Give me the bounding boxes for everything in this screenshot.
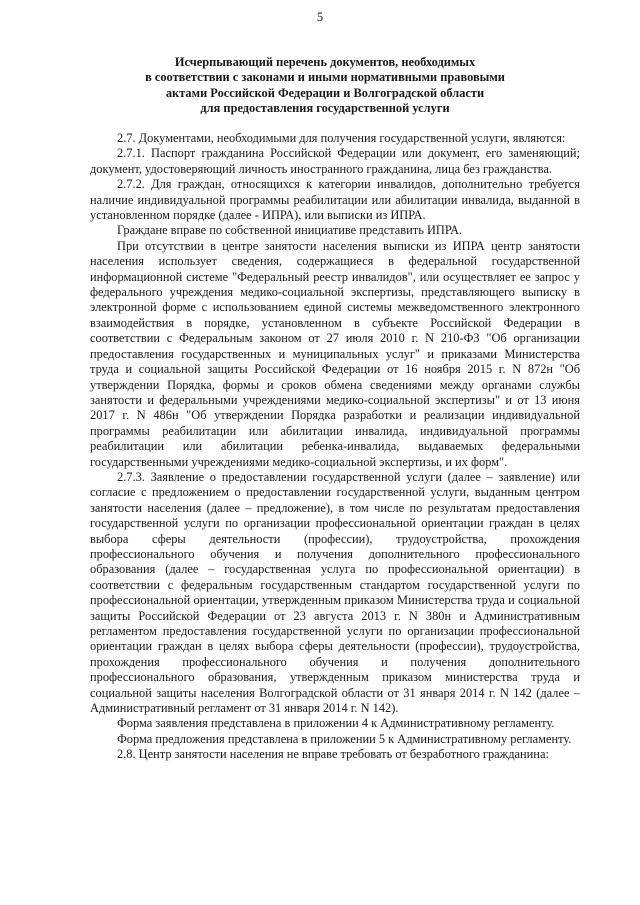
paragraph-2-8: 2.8. Центр занятости населения не вправе требовать от безработного гражданина:	[117, 747, 549, 762]
section-heading	[120, 55, 530, 117]
paragraph-application-form: Форма заявления представлена в приложении 4 к Административному регламенту.	[117, 716, 555, 731]
paragraph-2-7: 2.7. Документами, необходимыми для получения государственной услуги, являются:	[117, 131, 566, 145]
paragraph-ipra-initiative: Граждане вправе по собственной инициативе представить ИПРА.	[117, 223, 463, 238]
paragraph-proposal-form: Форма предложения представлена в приложении 5 к Административному регламенту.	[117, 731, 572, 746]
paragraph-2-7-1: 2.7.1. Паспорт гражданина Российской Федерации или документ, его заменяющий; документ, удостоверяющий личность иностранного гражданина, лица без гражданства.	[90, 146, 580, 176]
heading-line: в соответствии с законами и иными нормативными правовыми	[145, 70, 505, 85]
document-body	[90, 131, 580, 763]
paragraph-2-7-2: 2.7.2. Для граждан, относящихся к категории инвалидов, дополнительно требуется наличие индивидуальной программы реабилитации или абилитации инвалида, выданной в установленном порядке (далее - ИПРА), или выписки из ИПРА.	[90, 177, 580, 223]
heading-line: Исчерпывающий перечень документов, необходимых	[174, 55, 476, 69]
heading-line: актами Российской Федерации и Волгоградской области	[165, 85, 485, 100]
paragraph-2-7-3: 2.7.3. Заявление о предоставлении государственной услуги (далее – заявление) или согласие с предложением о предоставлении государственной услуги, выданным центром занятости населения (далее – предложение), в том числе по результатам предоставления государственной услуги по организации профессиональной ориентации граждан в целях выбора сферы деятельности (профессии), трудоустройства, прохождения профессионального обучения и получения дополнительного профессионального образования (далее – государственная услуга по профессиональной ориентации) в соответствии с федеральным государственным стандартом государственной услуги по профессиональной ориентации, утвержденным приказом Министерства труда и социальной защиты Российской Федерации от 23 августа 2013 г. N 380н и Административным регламентом предоставления государственной услуги по организации профессиональной ориентации граждан в целях выбора сферы деятельности (профессии), трудоустройства, прохождения профессионального обучения и получения дополнительного профессионального образования, утвержденным приказом министерства труда и социальной защиты населения Волгоградской области от 31 января 2014 г. N 142 (далее – Административный регламент от 31 января 2014 г. N 142).	[90, 469, 580, 716]
page-number: 5	[316, 10, 324, 24]
heading-line: для предоставления государственной услуги	[200, 101, 450, 116]
paragraph-ipra-absence: При отсутствии в центре занятости населения выписки из ИПРА центр занятости населения использует сведения, содержащиеся в федеральной государственной информационной системе "Федеральный реестр инвалидов", или осуществляет ее запрос у федерального учреждения медико-социальной экспертизы, представляющего выписку в электронной форме с использованием единой системы межведомственного электронного взаимодействия в порядке, установленном в субъекте Российской Федерации в соответствии с Федеральным законом от 27 июля 2010 г. N 210-ФЗ "Об организации предоставления государственных и муниципальных услуг" и приказами Министерства труда и социальной защиты Российской Федерации от 16 ноября 2015 г. N 872н "Об утверждении Порядка, формы и сроков обмена сведениями между органами службы занятости и федеральными учреждениями медико-социальной экспертизы" и от 13 июня 2017 г. N 486н "Об утверждении Порядка разработки и реализации индивидуальной программы реабилитации или абилитации инвалида, индивидуальной программы реабилитации или абилитации ребенка-инвалида, выдаваемых федеральными государственными учреждениями медико-социальной экспертизы, и их форм".	[90, 238, 580, 469]
